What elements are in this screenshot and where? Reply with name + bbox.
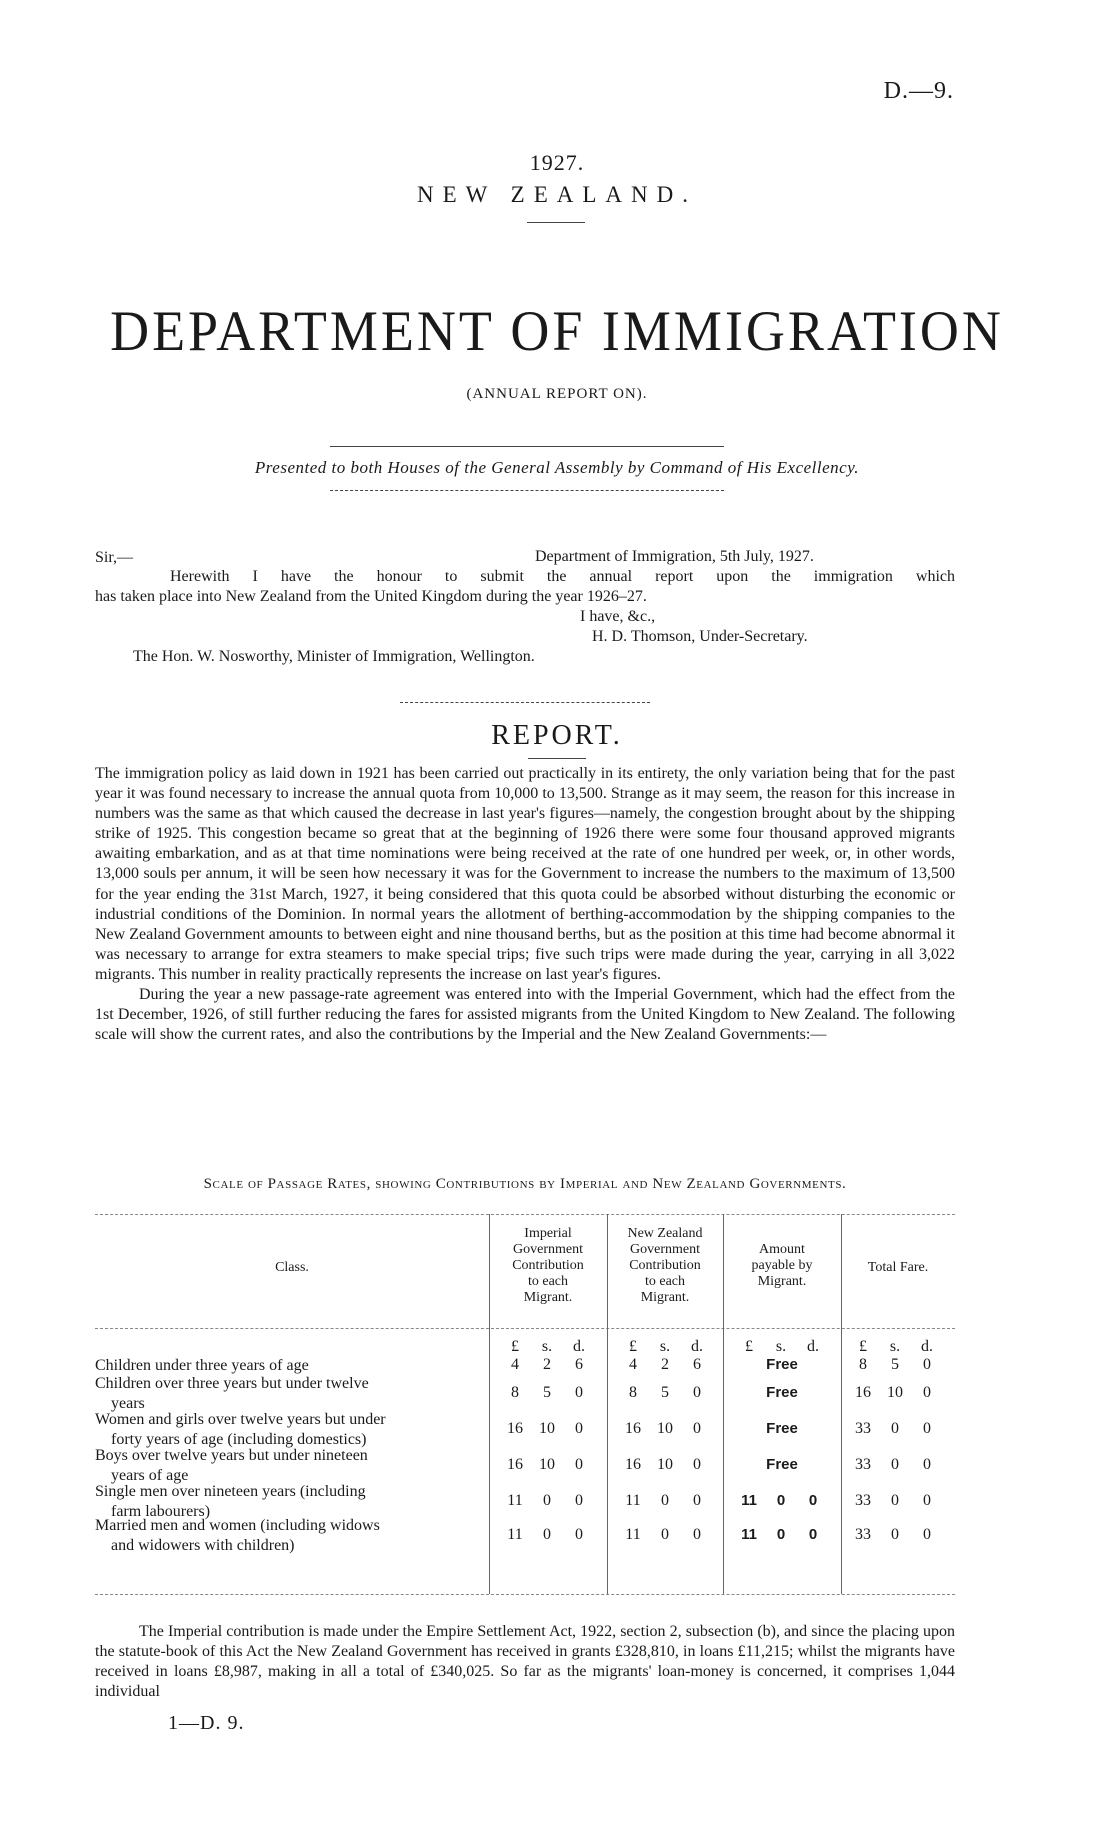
nz-contribution-value: 0 <box>661 1492 669 1509</box>
row-label-line: Married men and women (including widows <box>95 1517 380 1534</box>
col-header-amount <box>723 1242 841 1290</box>
imperial-contribution-value: 0 <box>575 1492 583 1509</box>
letter-body-line2: has taken place into New Zealand from the United Kingdom during the year 1926–27. <box>95 588 647 605</box>
imperial-contribution-value: 4 <box>511 1356 519 1373</box>
imperial-contribution-value: 11 <box>507 1526 523 1543</box>
imperial-contribution-value: 0 <box>575 1456 583 1473</box>
total-fare-value: 33 <box>855 1420 871 1437</box>
nz-contribution-value: 0 <box>661 1526 669 1543</box>
row-label-line: Children under three years of age <box>95 1357 309 1374</box>
col-header-line: Government <box>630 1242 700 1257</box>
nz-contribution-value: 10 <box>657 1456 673 1473</box>
nz-contribution-value: 4 <box>629 1356 637 1373</box>
nz-contribution-value: 5 <box>661 1384 669 1401</box>
col-header-imperial <box>489 1226 607 1306</box>
imperial-contribution-value: 10 <box>539 1456 555 1473</box>
units-label: £ <box>859 1338 867 1355</box>
document-reference: D.—9. <box>883 78 954 104</box>
nz-contribution-value: 16 <box>625 1456 641 1473</box>
total-fare-value: 0 <box>891 1492 899 1509</box>
amount-payable-value: Free <box>766 1356 798 1373</box>
units-label: s. <box>659 1338 671 1355</box>
divider <box>400 702 650 703</box>
units-label: s. <box>541 1338 553 1355</box>
units-label: £ <box>629 1338 637 1355</box>
table-bottom-rule <box>95 1594 955 1595</box>
imperial-contribution-value: 11 <box>507 1492 523 1509</box>
imperial-contribution-value: 0 <box>575 1420 583 1437</box>
letter-salutation: Sir,— <box>95 549 134 566</box>
imperial-contribution-value: 0 <box>575 1526 583 1543</box>
report-heading: REPORT. <box>491 720 623 751</box>
nz-contribution-value: 8 <box>629 1384 637 1401</box>
nz-contribution-value: 0 <box>693 1526 701 1543</box>
letter-body-line1: Herewith I have the honour to submit the annual report upon the immigration which <box>170 568 955 585</box>
document-title: DEPARTMENT OF IMMIGRATION <box>110 299 1004 363</box>
imperial-contribution-value: 0 <box>543 1492 551 1509</box>
letter-dateline: Department of Immigration, 5th July, 1927. <box>535 548 814 565</box>
total-fare-value: 0 <box>923 1384 931 1401</box>
letter-signature: H. D. Thomson, Under-Secretary. <box>592 628 808 645</box>
total-fare-value: 8 <box>859 1356 867 1373</box>
total-fare-value: 33 <box>855 1492 871 1509</box>
amount-payable-value: 11 <box>741 1492 757 1509</box>
imperial-contribution-value: 16 <box>507 1420 523 1437</box>
table-row-label <box>95 1356 475 1376</box>
imperial-contribution-value: 8 <box>511 1384 519 1401</box>
amount-payable-value: Free <box>766 1384 798 1401</box>
nz-contribution-value: 16 <box>625 1420 641 1437</box>
total-fare-value: 5 <box>891 1356 899 1373</box>
row-label-continuation: and widowers with children) <box>111 1537 295 1554</box>
passage-rates-table <box>95 1214 955 1594</box>
report-paragraph-2: During the year a new passage-rate agreement was entered into with the Imperial Government, which had the effect from the 1st December, 1926, of still further reducing the fares for assisted migrants from the United Kingdom to New Zealand. The following scale will show the current rates, and also the contributions by the Imperial and the New Zealand Governments:— <box>95 986 955 1044</box>
letter-closing: I have, &c., <box>580 608 656 625</box>
units-label: d. <box>921 1338 933 1355</box>
divider <box>330 446 724 447</box>
row-label-continuation: years <box>111 1395 145 1412</box>
units-label: d. <box>573 1338 585 1355</box>
scale-table-title: Scale of Passage Rates, showing Contributions by Imperial and New Zealand Governments. <box>203 1176 847 1192</box>
nz-contribution-value: 10 <box>657 1420 673 1437</box>
col-header-total: Total Fare. <box>867 1260 929 1275</box>
amount-payable-value: Free <box>766 1456 798 1473</box>
total-fare-value: 0 <box>923 1420 931 1437</box>
imperial-contribution-value: 5 <box>543 1384 551 1401</box>
total-fare-value: 0 <box>923 1356 931 1373</box>
col-header-line: Migrant. <box>640 1290 690 1305</box>
amount-payable-value: 0 <box>776 1492 786 1509</box>
nz-contribution-value: 6 <box>693 1356 701 1373</box>
nz-contribution-value: 0 <box>693 1384 701 1401</box>
units-label: s. <box>889 1338 901 1355</box>
table-row-label <box>95 1374 475 1414</box>
imperial-contribution-value: 2 <box>543 1356 551 1373</box>
total-fare-value: 0 <box>891 1526 899 1543</box>
nz-contribution-value: 0 <box>693 1456 701 1473</box>
letter-addressee: The Hon. W. Nosworthy, Minister of Immigration, Wellington. <box>133 648 535 665</box>
col-header-line: Migrant. <box>757 1274 807 1289</box>
country-heading: NEW ZEALAND. <box>416 182 698 207</box>
row-label-line: Single men over nineteen years (including <box>95 1483 366 1500</box>
row-label-line: Women and girls over twelve years but under <box>95 1411 386 1428</box>
imperial-contribution-value: 0 <box>575 1384 583 1401</box>
total-fare-value: 0 <box>891 1420 899 1437</box>
amount-payable-value: 0 <box>808 1492 818 1509</box>
total-fare-value: 10 <box>887 1384 903 1401</box>
page-signature-mark: 1—D. 9. <box>168 1712 245 1734</box>
divider <box>527 222 585 223</box>
row-label-continuation: forty years of age (including domestics) <box>111 1431 367 1448</box>
total-fare-value: 33 <box>855 1456 871 1473</box>
total-fare-value: 0 <box>923 1526 931 1543</box>
col-header-line: Amount <box>759 1242 805 1257</box>
units-label: £ <box>745 1338 753 1355</box>
amount-payable-value: 0 <box>776 1526 786 1543</box>
row-label-line: Children over three years but under twelve <box>95 1375 369 1392</box>
nz-contribution-value: 11 <box>625 1526 641 1543</box>
total-fare-value: 0 <box>923 1456 931 1473</box>
units-label: £ <box>511 1338 519 1355</box>
table-row-label <box>95 1516 475 1556</box>
nz-contribution-value: 11 <box>625 1492 641 1509</box>
row-label-line: Boys over twelve years but under nineteen <box>95 1447 368 1464</box>
col-header-line: to each <box>527 1274 569 1289</box>
nz-contribution-value: 0 <box>693 1420 701 1437</box>
imperial-contribution-value: 0 <box>543 1526 551 1543</box>
col-header-line: Imperial <box>524 1226 572 1241</box>
col-header-line: Contribution <box>512 1258 584 1273</box>
divider <box>330 490 724 491</box>
imperial-contribution-value: 16 <box>507 1456 523 1473</box>
col-header-line: Contribution <box>629 1258 701 1273</box>
col-header-line: to each <box>644 1274 686 1289</box>
amount-payable-value: 0 <box>808 1526 818 1543</box>
total-fare-value: 33 <box>855 1526 871 1543</box>
col-header-nz <box>607 1226 723 1306</box>
table-row-label <box>95 1410 475 1450</box>
row-label-continuation: years of age <box>111 1467 189 1484</box>
col-header-line: Government <box>513 1242 583 1257</box>
amount-payable-value: Free <box>766 1420 798 1437</box>
col-header-line: payable by <box>751 1258 813 1273</box>
report-body <box>95 764 955 1045</box>
nz-contribution-value: 2 <box>661 1356 669 1373</box>
divider <box>528 758 586 759</box>
imperial-contribution-value: 10 <box>539 1420 555 1437</box>
imperial-contribution-value: 6 <box>575 1356 583 1373</box>
report-year: 1927. <box>529 150 585 175</box>
units-label: s. <box>775 1338 787 1355</box>
units-label: d. <box>807 1338 819 1355</box>
table-top-rule <box>95 1214 955 1215</box>
col-header-class: Class. <box>275 1260 309 1275</box>
col-header-line: Migrant. <box>523 1290 573 1305</box>
presented-line: Presented to both Houses of the General Assembly by Command of His Excellency. <box>254 458 860 477</box>
footer-paragraph: The Imperial contribution is made under the Empire Settlement Act, 1922, section 2, subsection (b), and since the placing upon the statute-book of this Act the New Zealand Government has received in grants £328,810, in loans £11,215; whilst the migrants have received in loans £8,987, making in all a total of £340,025. So far as the migrants' loan-money is concerned, it comprises 1,044 individual <box>95 1623 955 1701</box>
table-header-rule <box>95 1328 955 1329</box>
total-fare-value: 0 <box>923 1492 931 1509</box>
nz-contribution-value: 0 <box>693 1492 701 1509</box>
document-subtitle: (ANNUAL REPORT ON). <box>466 386 648 402</box>
table-row-label <box>95 1446 475 1486</box>
total-fare-value: 0 <box>891 1456 899 1473</box>
col-header-line: New Zealand <box>627 1226 703 1241</box>
amount-payable-value: 11 <box>741 1526 757 1543</box>
row-label-continuation: farm labourers) <box>111 1503 211 1520</box>
units-label: d. <box>691 1338 703 1355</box>
total-fare-value: 16 <box>855 1384 871 1401</box>
report-paragraph-1: The immigration policy as laid down in 1921 has been carried out practically in its entirety, the only variation being that for the past year it was found necessary to increase the annual quota from 10,000 to 13,500. Strange as it may seem, the reason for this increase in numbers was the same as that which caused the decrease in last year's figures—namely, the congestion brought about by the shipping strike of 1925. This congestion became so great that at the beginning of 1926 there were some four thousand approved migrants awaiting embarkation, and as at that time nominations were being received at the rate of one hundred per week, or, in other words, 13,000 souls per annum, it will be seen how necessary it was for the Government to increase the numbers to the maximum of 13,500 for the year ending the 31st March, 1927, it being considered that this quota could be absorbed without disturbing the economic or industrial conditions of the Dominion. In normal years the allotment of berthing-accommodation by the shipping companies to the New Zealand Government amounts to between eight and nine thousand berths, but as the position at this time had become abnormal it was necessary to arrange for extra steamers to make special trips; five such trips were made during the year, carrying in all 3,022 migrants. This number in reality practically represents the increase on last year's figures. <box>95 765 955 983</box>
